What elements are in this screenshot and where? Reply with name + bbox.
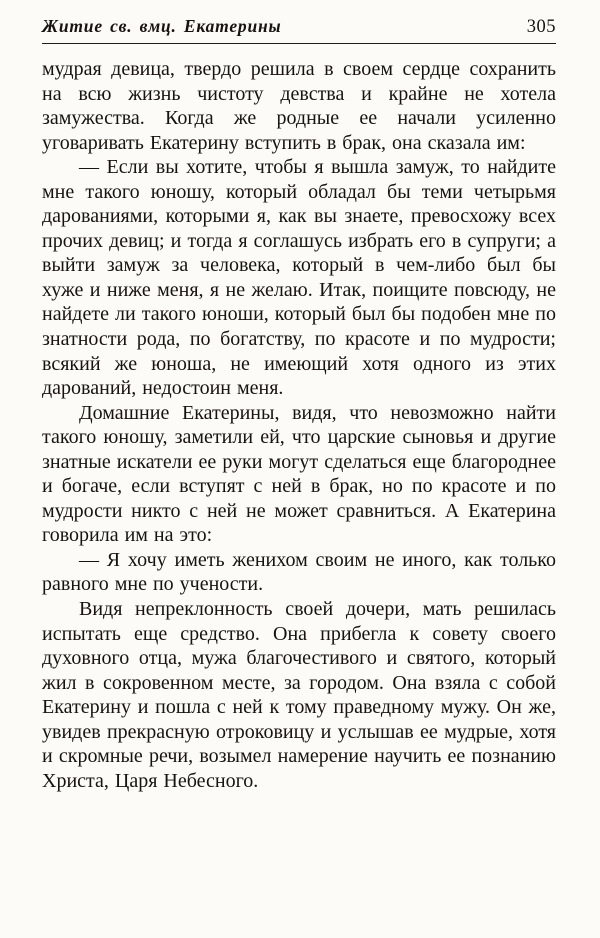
paragraph: Видя непреклонность своей дочери, мать решилась испытать еще средство. Она прибегла к совету своего духовного отца, мужа благочестивого и святого, который жил в сокровенном месте, за городом. Она взяла с собой Екатерину и пошла с ней к тому праведному мужу. Он же, увидев прекрасную отроковицу и услышав ее мудрые, хотя и скромные речи, возымел намерение научить ее познанию Христа, Царя Небесного. [42, 598, 556, 792]
paragraph-dialogue: — Я хочу иметь женихом своим не иного, как только равного мне по учености. [42, 548, 556, 596]
page-body [42, 57, 556, 793]
page-number: 305 [526, 17, 556, 37]
paragraph: мудрая девица, твердо решила в своем сердце сохранить на всю жизнь чистоту девства и крайне не хотела замужества. Когда же родные ее начали усиленно уговаривать Екатерину вступить в брак, она сказала им: [42, 58, 556, 154]
paragraph: Домашние Екатерины, видя, что невозможно найти такого юношу, заметили ей, что царские сыновья и другие знатные искатели ее руки могут сделаться еще благороднее и богаче, если вступят с ней в брак, но по красоте и по мудрости никто с ней не может сравниться. А Екатерина говорила им на это: [42, 401, 556, 547]
running-header [42, 16, 556, 44]
paragraph-dialogue: — Если вы хотите, чтобы я вышла замуж, то найдите мне такого юношу, который обладал бы теми четырьмя дарованиями, которыми я, как вы знаете, превосхожу всех прочих девиц; и тогда я соглашусь избрать его в супруги; а выйти замуж за человека, который в чем-либо был бы хуже и ниже меня, я не желаю. Итак, поищите повсюду, не найдете ли такого юноши, который был бы подобен мне по знатности рода, по богатству, по красоте и по мудрости; всякий же юноша, не имеющий хотя одного из этих дарований, недостоин меня. [42, 156, 556, 400]
running-header-title: Житие св. вмц. Екатерины [42, 16, 282, 36]
